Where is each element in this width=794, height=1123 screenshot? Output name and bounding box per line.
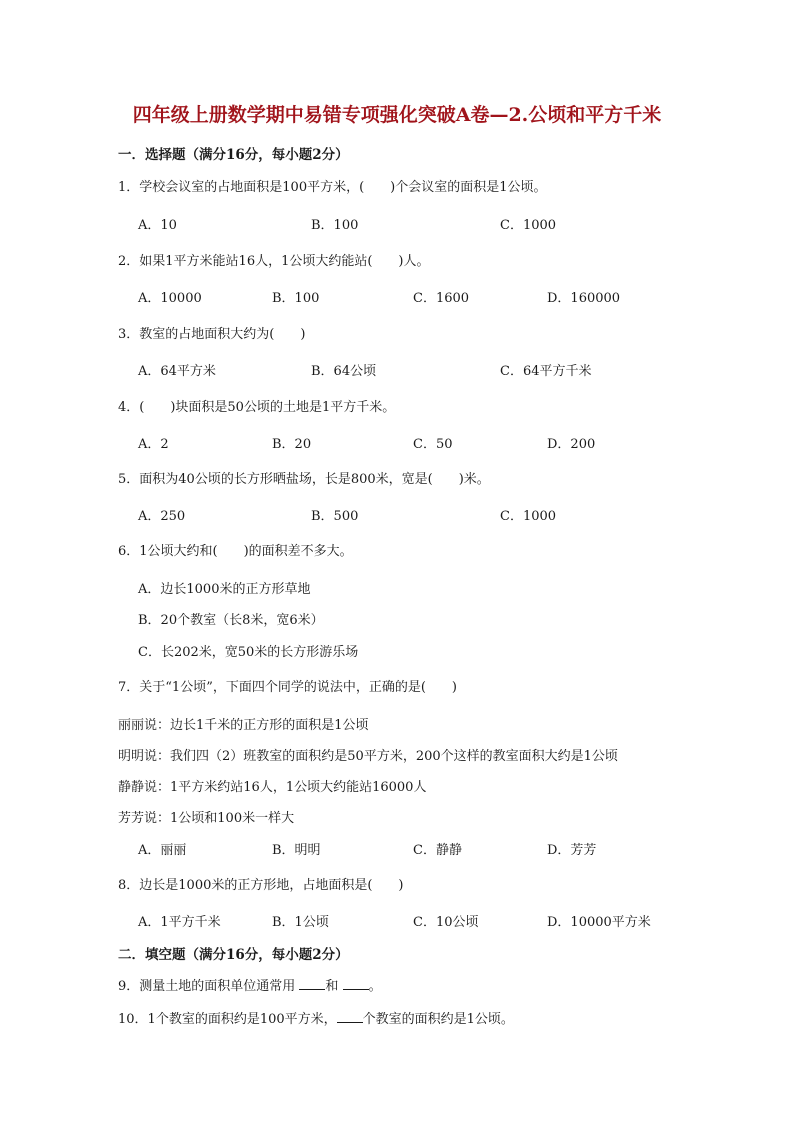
q8-option-b: B．1公顷 [272, 915, 329, 930]
q8-option-c: C．10公顷 [413, 915, 479, 930]
q4-option-d: D．200 [547, 437, 596, 452]
q2-option-c: C．1600 [413, 291, 470, 306]
answer-blank[interactable] [299, 977, 325, 990]
q4-option-a: A．2 [138, 437, 169, 452]
q4-option-b: B．20 [272, 437, 312, 452]
question-2: 2．如果1平方米能站16人，1公顷大约能站( )人。 [118, 254, 430, 269]
q3-option-a: A．64平方米 [138, 364, 216, 379]
q8-option-a: A．1平方千米 [138, 915, 221, 930]
q1-option-b: B．100 [311, 218, 359, 233]
q7-option-c: C．静静 [413, 843, 462, 858]
q7-statement: 丽丽说：边长1千米的正方形的面积是1公顷 [118, 718, 369, 733]
q5-option-b: B．500 [311, 509, 359, 524]
q9-middle: 和 [325, 979, 339, 994]
q10-suffix: 个教室的面积约是1公顷。 [362, 1012, 514, 1027]
page-title: 四年级上册数学期中易错专项强化突破A卷—2.公顷和平方千米 [132, 104, 662, 126]
q1-option-a: A．10 [138, 218, 177, 233]
q9-prefix: 9．测量土地的面积单位通常用 [118, 979, 296, 994]
question-1: 1．学校会议室的占地面积是100平方米，( )个会议室的面积是1公顷。 [118, 180, 547, 195]
q4-option-c: C．50 [413, 437, 453, 452]
question-8: 8．边长是1000米的正方形地，占地面积是( ) [118, 878, 404, 893]
q6-option-b: B．20个教室（长8米，宽6米） [138, 613, 324, 628]
q7-option-a: A．丽丽 [138, 843, 187, 858]
q2-option-d: D．160000 [547, 291, 621, 306]
q7-statement: 明明说：我们四（2）班教室的面积约是50平方米，200个这样的教室面积大约是1公顷 [118, 749, 618, 764]
q5-option-a: A．250 [138, 509, 186, 524]
section-heading-fill: 二．填空题（满分16分，每小题2分） [118, 947, 349, 963]
q2-option-b: B．100 [272, 291, 320, 306]
q3-option-c: C．64平方千米 [500, 364, 592, 379]
answer-blank[interactable] [343, 977, 369, 990]
question-9 [118, 977, 382, 996]
q8-option-d: D．10000平方米 [547, 915, 651, 930]
q2-option-a: A．10000 [138, 291, 202, 306]
q7-option-b: B．明明 [272, 843, 321, 858]
q10-prefix: 10．1个教室的面积约是100平方米， [118, 1012, 337, 1027]
question-3: 3．教室的占地面积大约为( ) [118, 327, 306, 342]
question-10 [118, 1010, 514, 1029]
section-heading-choice: 一．选择题（满分16分，每小题2分） [118, 147, 349, 163]
q5-option-c: C．1000 [500, 509, 557, 524]
question-6: 6．1公顷大约和( )的面积差不多大。 [118, 544, 353, 559]
q7-option-d: D．芳芳 [547, 843, 597, 858]
q3-option-b: B．64公顷 [311, 364, 377, 379]
q9-suffix: 。 [368, 979, 382, 994]
question-5: 5．面积为40公顷的长方形晒盐场，长是800米，宽是( )米。 [118, 472, 490, 487]
q1-option-c: C．1000 [500, 218, 557, 233]
question-4: 4．( )块面积是50公顷的土地是1平方千米。 [118, 400, 396, 415]
q7-statement: 静静说：1平方米约站16人，1公顷大约能站16000人 [118, 780, 427, 795]
answer-blank[interactable] [337, 1010, 363, 1023]
q6-option-c: C．长202米，宽50米的长方形游乐场 [138, 645, 359, 660]
question-7: 7．关于“1公顷”，下面四个同学的说法中，正确的是( ) [118, 680, 457, 695]
q7-statement: 芳芳说：1公顷和100米一样大 [118, 811, 295, 826]
q6-option-a: A．边长1000米的正方形草地 [138, 582, 311, 597]
